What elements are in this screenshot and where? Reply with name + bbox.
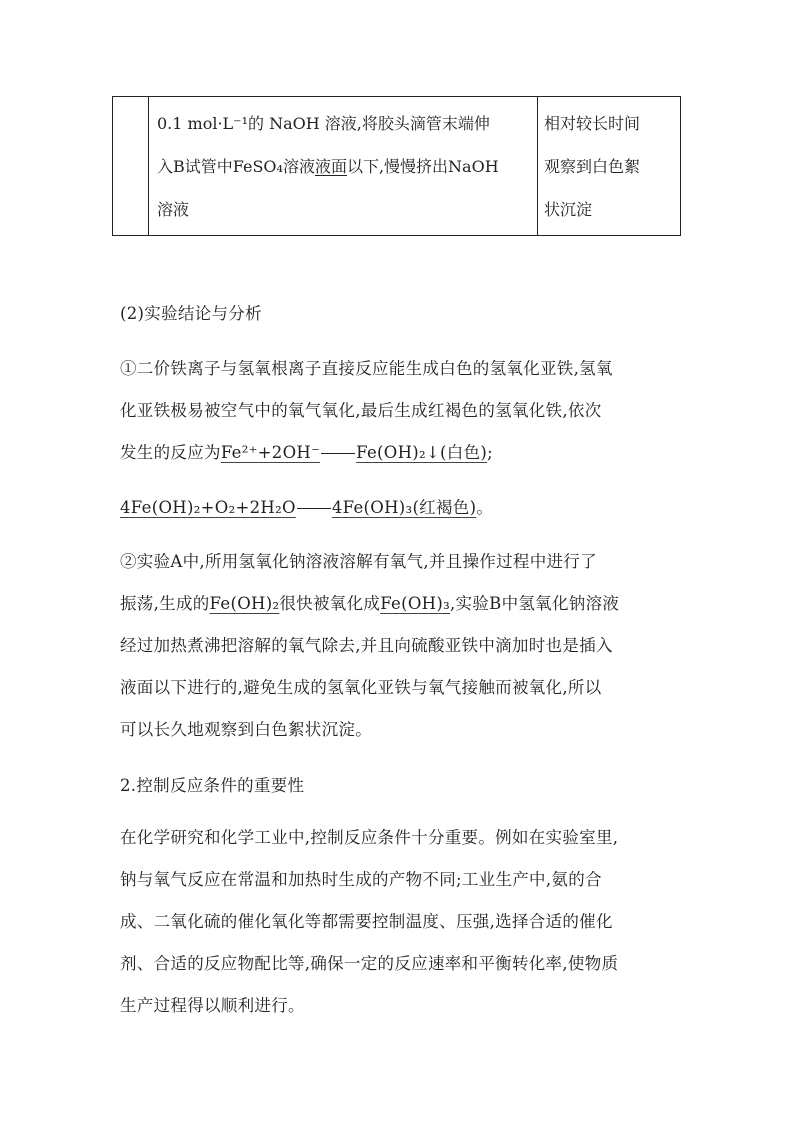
table-cell-empty [113,97,149,235]
paragraph-line: 经过加热煮沸把溶解的氧气除去,并且向硫酸亚铁中滴加时也是插入 [120,636,613,655]
equals-sign [321,453,355,455]
observation-line: 观察到白色絮 [544,157,641,176]
paragraph-line: ②实验A中,所用氢氧化钠溶液溶解有氧气,并且操作过程中进行了 [120,552,597,571]
paragraph-line: 钠与氧气反应在常温和加热时生成的产物不同;工业生产中,氨的合 [120,870,602,889]
equation-products: 4Fe(OH)₃(红褐色) [331,498,477,517]
paragraph-line [120,494,493,518]
equation-products: Fe(OH)₂↓(白色) [356,443,488,462]
paragraph-line: 液面以下进行的,避免生成的氢氧化亚铁与氧气接触而被氧化,所以 [120,678,602,697]
equals-sign [297,508,331,510]
equation-1 [221,443,487,462]
experiment-table [112,96,681,236]
paragraph-text: 振荡,生成的 [120,594,210,613]
paragraph-line: ①二价铁离子与氢氧根离子直接反应能生成白色的氢氧化亚铁,氢氧 [120,359,613,378]
paragraph-line: 剂、合适的反应物配比等,确保一定的反应速率和平衡转化率,使物质 [120,954,619,973]
paragraph-line [120,590,619,614]
paragraph-line: 化亚铁极易被空气中的氧气氧化,最后生成红褐色的氢氧化铁,依次 [120,401,602,420]
reagent-text: 以下,慢慢挤出NaOH [346,157,499,176]
reagent-line: 溶液 [157,200,190,219]
observation-line: 状沉淀 [544,200,593,219]
reagent-text: 入B试管中FeSO₄溶液 [157,157,315,176]
section-heading: 2.控制反应条件的重要性 [120,776,305,795]
paragraph-text: 很快被氧化成 [279,594,381,613]
answer-blank: Fe(OH)₃ [380,594,451,613]
reagent-line: 0.1 mol·L⁻¹的 NaOH 溶液,将胶头滴管末端伸 [157,114,490,133]
paragraph-text: ,实验B中氢氧化钠溶液 [450,594,620,613]
paragraph-line: 可以长久地观察到白色絮状沉淀。 [120,720,372,739]
answer-blank: Fe(OH)₂ [209,594,280,613]
observation-line: 相对较长时间 [544,114,641,133]
punctuation: 。 [476,498,494,517]
punctuation: ; [487,443,493,462]
section-heading: (2)实验结论与分析 [120,304,262,323]
paragraph-line [120,439,493,463]
equation-reactants: Fe²⁺+2OH⁻ [220,443,321,462]
equation-reactants: 4Fe(OH)₂+O₂+2H₂O [120,498,296,517]
equation-2 [120,498,476,517]
paragraph-line: 在化学研究和化学工业中,控制反应条件十分重要。例如在实验室里, [120,828,619,847]
paragraph-line: 生产过程得以顺利进行。 [120,996,305,1015]
paragraph-line: 成、二氧化硫的催化氧化等都需要控制温度、压强,选择合适的催化 [120,912,613,931]
table-cell-observation [538,97,680,235]
table-cell-reagent [149,97,538,235]
underlined-term: 液面 [314,157,347,176]
paragraph-text: 发生的反应为 [120,443,221,462]
reagent-line [157,145,531,188]
